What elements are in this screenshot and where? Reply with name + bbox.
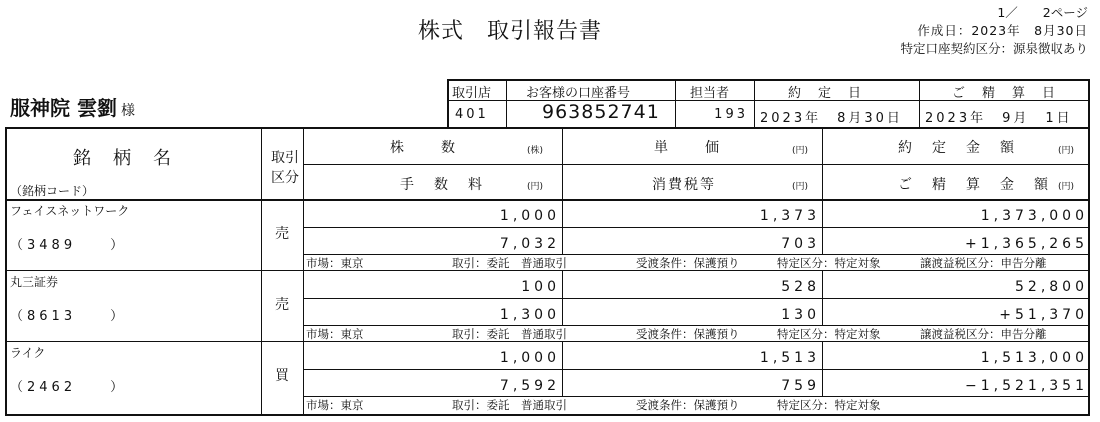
- tax-type-info: 譲渡益税区分：申告分離: [920, 327, 1047, 341]
- tax-unit: (円): [792, 182, 809, 192]
- trade-type: 売: [275, 226, 289, 242]
- shares-unit: (株): [527, 146, 544, 156]
- trade-info: 取引：委託 普通取引: [452, 327, 567, 341]
- stock-code: （8613 ）: [10, 309, 128, 324]
- staff-code: 193: [714, 107, 748, 122]
- trade-info: 取引：委託 普通取引: [452, 398, 567, 412]
- shares-value: 1,000: [499, 208, 560, 224]
- special-info: 特定区分：特定対象: [777, 398, 881, 412]
- shares-header: 株 数: [390, 140, 458, 156]
- info-divider: [754, 79, 755, 127]
- trade-type: 買: [275, 368, 289, 384]
- settle-unit: (円): [1058, 182, 1075, 192]
- info-header-account: お客様の口座番号: [526, 86, 631, 101]
- row-inner-divider: [822, 342, 823, 397]
- type-header-2: 区分: [271, 170, 299, 186]
- trade-info: 取引：委託 普通取引: [452, 256, 567, 270]
- code-header: （銘柄コード）: [10, 184, 95, 198]
- stock-name: 丸三証券: [10, 275, 59, 289]
- price-value: 1,513: [759, 350, 820, 366]
- stock-code: （3489 ）: [10, 238, 128, 253]
- row-inner-line: [303, 227, 1088, 228]
- market-info: 市場：東京: [306, 256, 364, 270]
- header-mid-line: [303, 164, 1088, 165]
- column-divider: [822, 127, 823, 200]
- column-divider: [562, 127, 563, 200]
- info-header-settle-date: ご 精 算 日: [952, 86, 1058, 101]
- price-header: 単 価: [654, 140, 722, 156]
- row-inner-divider: [822, 271, 823, 326]
- delivery-info: 受渡条件：保護預り: [636, 398, 740, 412]
- column-divider: [261, 127, 262, 416]
- amount-value: 1,373,000: [980, 208, 1088, 224]
- info-border-top: [447, 79, 1090, 81]
- row-inner-divider: [562, 200, 563, 255]
- tax-value: 130: [781, 307, 820, 323]
- account-type: 特定口座契約区分：源泉徴収あり: [900, 41, 1088, 56]
- special-info: 特定区分：特定対象: [777, 256, 881, 270]
- stock-name: ライク: [10, 346, 46, 360]
- fee-value: 1,300: [499, 307, 560, 323]
- settle-value: +1,365,265: [965, 236, 1088, 252]
- delivery-info: 受渡条件：保護預り: [636, 256, 740, 270]
- account-number: 963852741: [542, 101, 660, 123]
- info-divider: [506, 79, 507, 127]
- info-header-staff: 担当者: [690, 86, 730, 101]
- report-title: 株式 取引報告書: [418, 19, 603, 44]
- amount-value: 52,800: [1015, 279, 1088, 295]
- row-inner-line: [303, 298, 1088, 299]
- row-inner-divider: [822, 200, 823, 255]
- trade-date: 2023年 8月30日: [760, 111, 903, 126]
- special-info: 特定区分：特定対象: [777, 327, 881, 341]
- trade-type: 売: [275, 297, 289, 313]
- fee-unit: (円): [527, 182, 544, 192]
- info-border-left: [447, 79, 449, 127]
- price-value: 1,373: [759, 208, 820, 224]
- name-header: 銘 柄 名: [73, 148, 173, 169]
- market-info: 市場：東京: [306, 398, 364, 412]
- tax-value: 703: [781, 236, 820, 252]
- fee-value: 7,592: [499, 378, 560, 394]
- type-header-1: 取引: [271, 150, 299, 166]
- branch-code: 401: [455, 107, 489, 122]
- price-unit: (円): [792, 146, 809, 156]
- table-border-right: [1088, 127, 1090, 416]
- settle-date: 2023年 9月 1日: [925, 111, 1073, 126]
- info-divider: [675, 79, 676, 127]
- price-value: 528: [781, 279, 820, 295]
- created-date: 作成日：2023年 8月30日: [917, 23, 1088, 38]
- shares-value: 100: [521, 279, 560, 295]
- page-number: 1／ 2ページ: [997, 5, 1088, 20]
- settle-value: −1,521,351: [965, 378, 1088, 394]
- shares-value: 1,000: [499, 350, 560, 366]
- tax-header: 消費税等: [652, 177, 716, 193]
- fee-value: 7,032: [499, 236, 560, 252]
- settle-value: +51,370: [999, 307, 1088, 323]
- info-header-trade-date: 約 定 日: [788, 86, 864, 101]
- info-header-branch: 取引店: [452, 86, 492, 101]
- fee-header: 手 数 料: [400, 177, 485, 193]
- column-divider: [303, 127, 304, 416]
- customer-name-text: 服神院 雲劉: [10, 96, 117, 120]
- table-border-left: [5, 127, 7, 416]
- tax-type-info: 譲渡益税区分：申告分離: [920, 256, 1047, 270]
- amount-header: 約 定 金 額: [898, 140, 1017, 156]
- row-inner-divider: [562, 271, 563, 326]
- stock-code: （2462 ）: [10, 380, 128, 395]
- info-border-right: [1088, 79, 1090, 127]
- customer-name: [10, 92, 135, 121]
- stock-name: フェイスネットワーク: [10, 204, 130, 218]
- table-border-bottom: [5, 414, 1090, 416]
- settle-header: ご 精 算 金 額: [898, 177, 1051, 193]
- row-inner-divider: [562, 342, 563, 397]
- header-bottom-line: [5, 199, 1090, 201]
- delivery-info: 受渡条件：保護預り: [636, 327, 740, 341]
- customer-suffix: 様: [120, 103, 135, 119]
- tax-value: 759: [781, 378, 820, 394]
- amount-value: 1,513,000: [980, 350, 1088, 366]
- row-inner-line: [303, 369, 1088, 370]
- amount-unit: (円): [1058, 146, 1075, 156]
- market-info: 市場：東京: [306, 327, 364, 341]
- table-border-top: [5, 127, 1090, 129]
- info-divider: [919, 79, 920, 127]
